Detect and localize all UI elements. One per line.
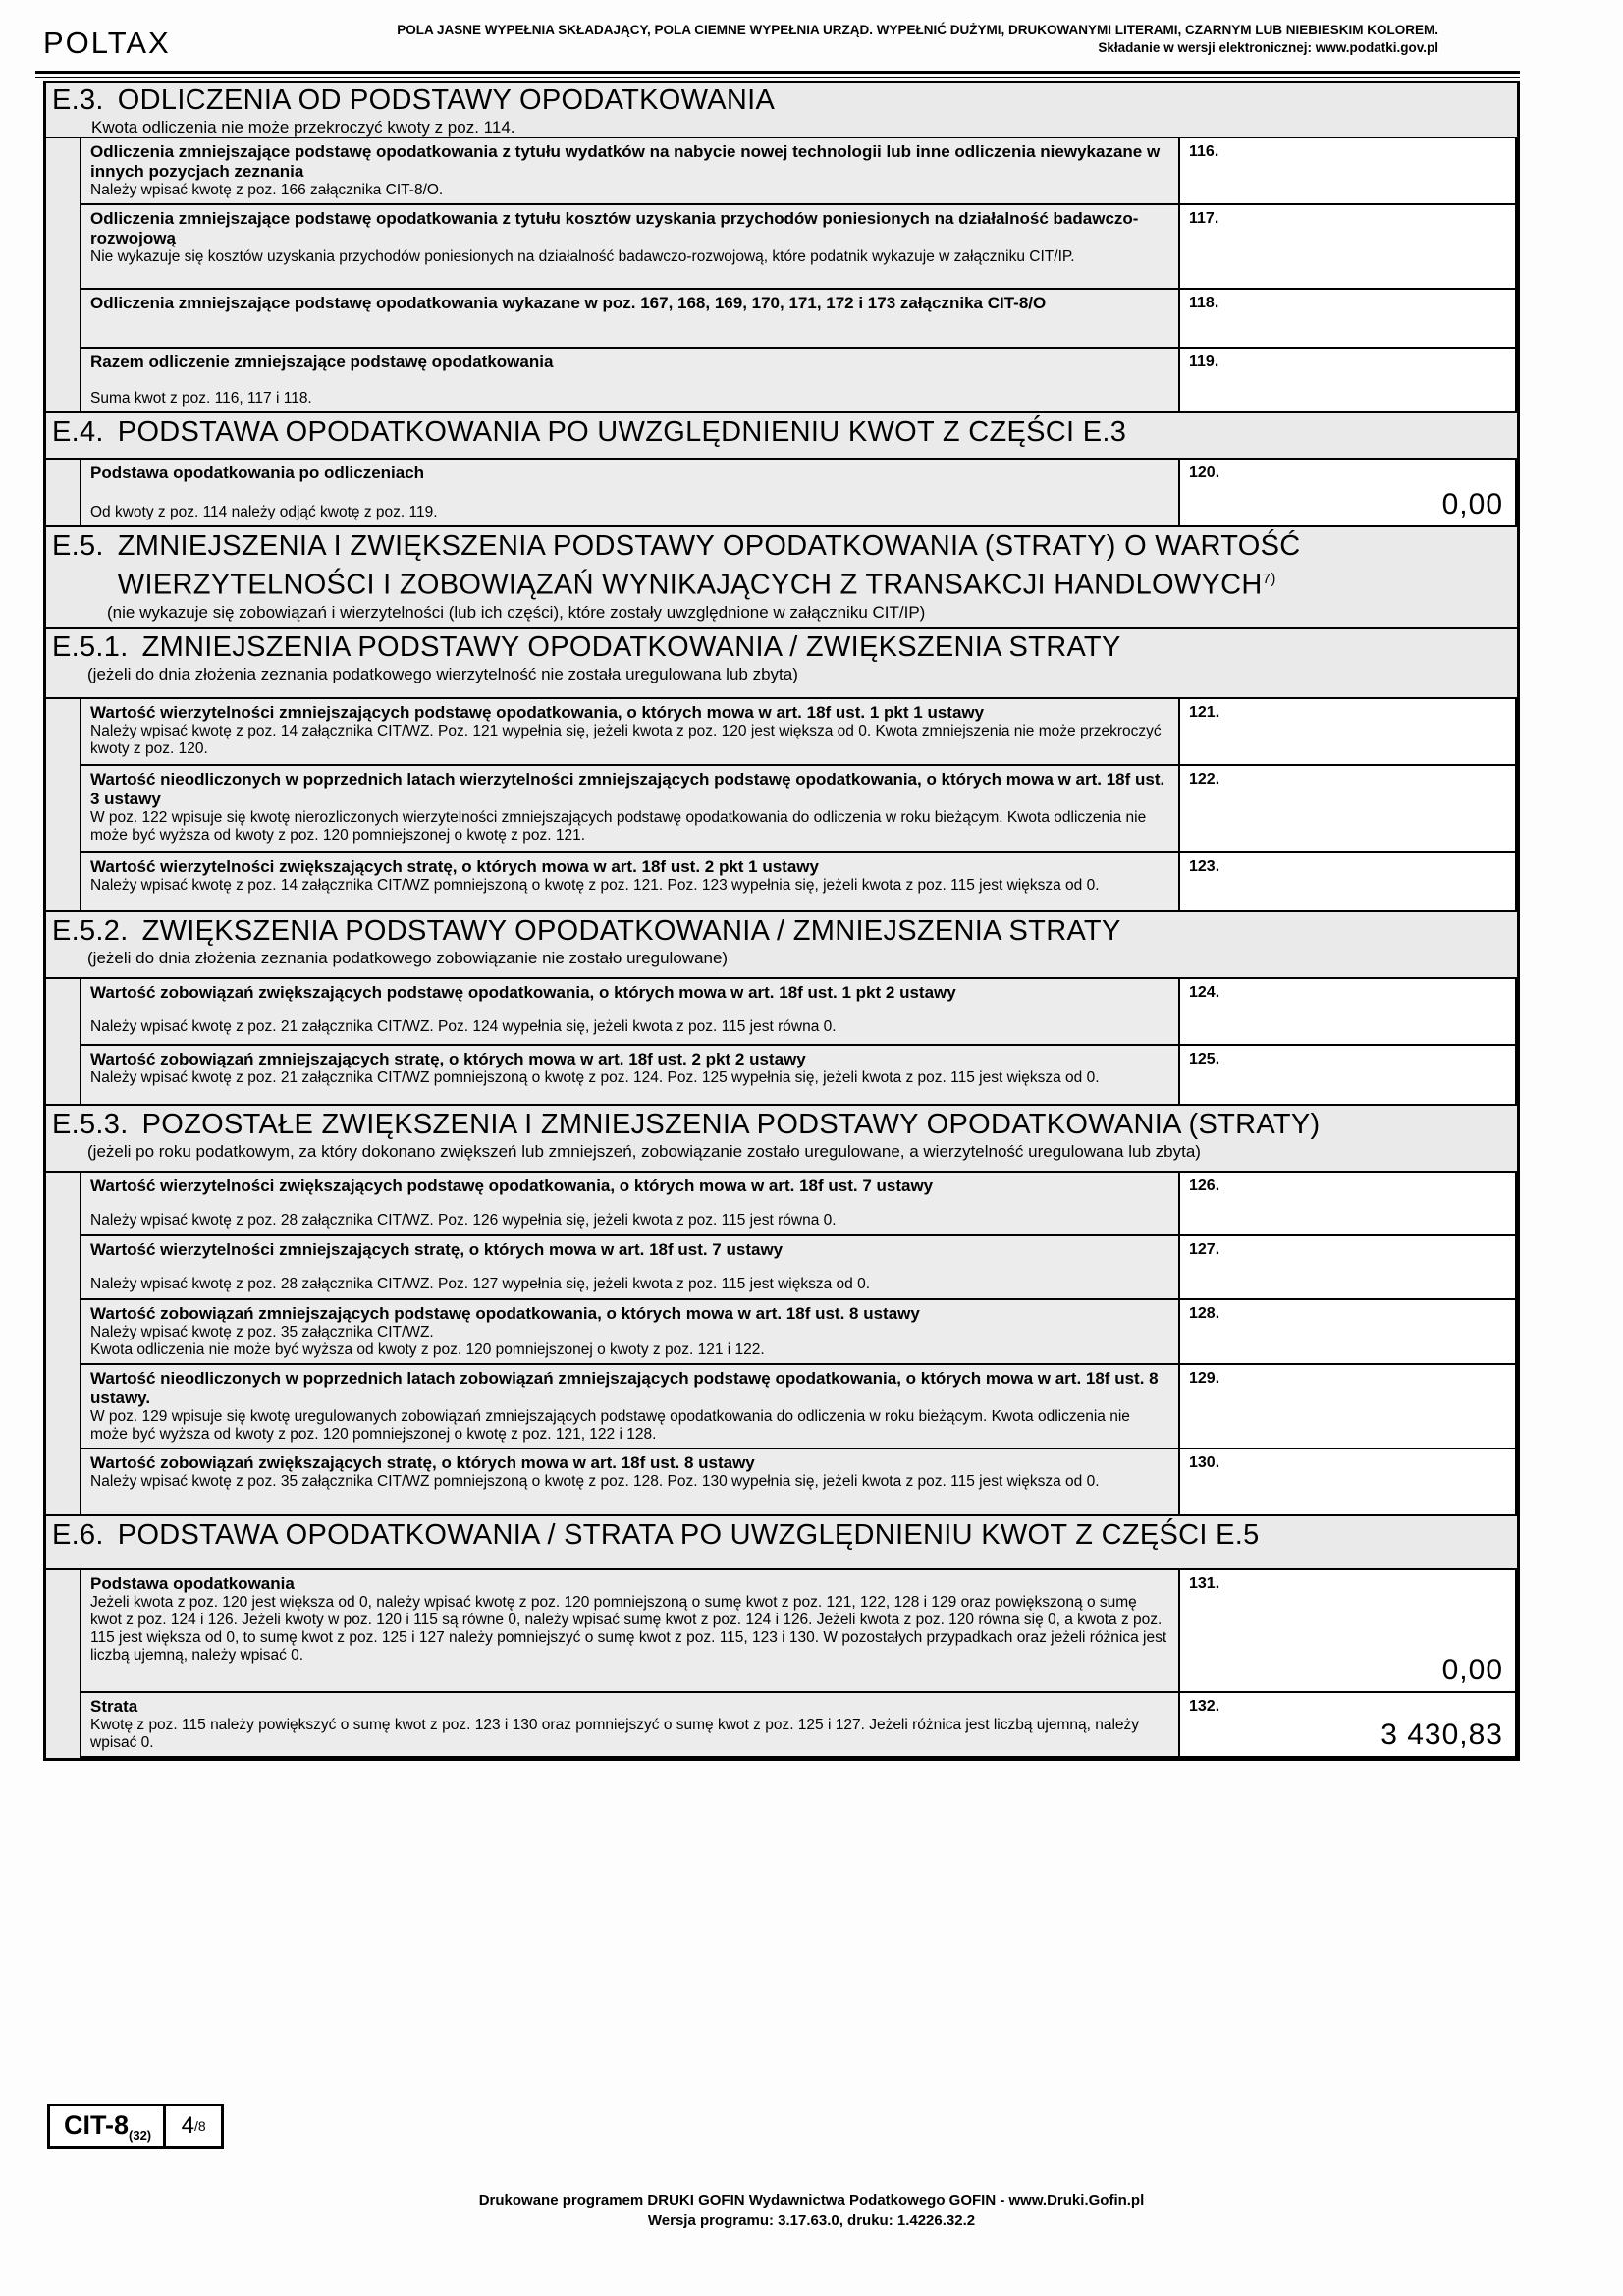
form-instructions <box>397 18 1438 57</box>
instruction-line-1: POLA JASNE WYPEŁNIA SKŁADAJĄCY, POLA CIEMNE WYPEŁNIA URZĄD. WYPEŁNIĆ DUŻYMI, DRUKOWANYMI LITERAMI, CZARNYM LUB NIEBIESKIM KOLOREM. <box>397 23 1438 37</box>
form-row-126 <box>80 1171 1517 1236</box>
row-121-number: 121. <box>1189 704 1220 721</box>
row-126-number: 126. <box>1189 1177 1220 1194</box>
row-119-desc: Suma kwot z poz. 116, 117 i 118. <box>90 390 312 407</box>
form-row-118 <box>80 288 1517 349</box>
section-e52-title <box>52 914 1509 948</box>
print-footer-line-1: Drukowane programem DRUKI GOFIN Wydawnictwa Podatkowego GOFIN - www.Druki.Gofin.pl <box>478 2192 1145 2209</box>
row-124-desc: Należy wpisać kwotę z poz. 21 załącznika CIT/WZ. Poz. 124 wypełnia się, jeżeli kwota z poz. 115 jest równa 0. <box>90 1018 837 1035</box>
row-117-desc: Nie wykazuje się kosztów uzyskania przychodów poniesionych na działalność badawczo-rozwojową, które podatnik wykazuje w załączniku CIT/IP. <box>90 248 1075 265</box>
section-e52-header <box>46 910 1517 979</box>
row-132-label-cell <box>81 1693 1178 1756</box>
section-e52-subtitle: (jeżeli do dnia złożenia zeznania podatkowego zobowiązanie nie zostało uregulowane) <box>87 949 729 967</box>
row-117-title: Odliczenia zmniejszające podstawę opodatkowania z tytułu kosztów uzyskania przychodów poniesionych na działalność badawczo-rozwojową <box>90 209 1139 247</box>
row-121-title: Wartość wierzytelności zmniejszających podstawę opodatkowania, o których mowa w art. 18f ust. 1 pkt 1 ustawy <box>90 703 985 722</box>
row-130-desc: Należy wpisać kwotę z poz. 35 załącznika CIT/WZ pomniejszoną o kwotę z poz. 128. Poz. 130 wypełnia się, jeżeli kwota z poz. 115 jest większa od 0. <box>90 1473 1100 1490</box>
row-123-number: 123. <box>1189 858 1220 875</box>
section-e4-title-text: PODSTAWA OPODATKOWANIA PO UWZGLĘDNIENIU KWOT Z CZĘŚCI E.3 <box>117 416 1127 448</box>
row-129-label-cell <box>81 1365 1178 1448</box>
section-e6-title <box>52 1518 1509 1552</box>
form-row-122 <box>80 764 1517 853</box>
row-122-value-box <box>1178 766 1515 851</box>
section-e5-subtitle: (nie wykazuje się zobowiązań i wierzytelności (lub ich części), które zostały uwzględnione w załączniku CIT/IP) <box>107 602 926 622</box>
row-119-label-cell <box>81 349 1178 411</box>
row-117-value-box <box>1178 205 1515 288</box>
row-125-number: 125. <box>1189 1051 1220 1067</box>
row-125-desc: Należy wpisać kwotę z poz. 21 załącznika CIT/WZ pomniejszoną o kwotę z poz. 124. Poz. 125 wypełnia się, jeżeli kwota z poz. 115 jest większa od 0. <box>90 1069 1100 1086</box>
form-row-117 <box>80 203 1517 290</box>
row-129-value-box <box>1178 1365 1515 1448</box>
section-e4-header <box>46 411 1517 460</box>
row-132-desc: Kwotę z poz. 115 należy powiększyć o sumę kwot z poz. 123 i 130 oraz pomniejszyć o sumę kwot z poz. 125 i 127. Jeżeli różnica jest liczbą ujemną, należy wpisać 0. <box>90 1717 1140 1751</box>
row-120-desc: Od kwoty z poz. 114 należy odjąć kwotę z poz. 119. <box>90 504 438 520</box>
row-126-title: Wartość wierzytelności zwiększających podstawę opodatkowania, o których mowa w art. 18f ust. 7 ustawy <box>90 1176 934 1195</box>
row-116-number: 116. <box>1189 143 1219 160</box>
row-119-number: 119. <box>1189 354 1219 370</box>
row-125-label-cell <box>81 1046 1178 1104</box>
form-code <box>50 2106 163 2146</box>
row-116-desc: Należy wpisać kwotę z poz. 166 załącznika CIT-8/O. <box>90 182 444 198</box>
row-125-value-box <box>1178 1046 1515 1104</box>
print-footer-line-2: Wersja programu: 3.17.63.0, druku: 1.4226.32.2 <box>647 2213 976 2229</box>
form-row-119 <box>80 347 1517 413</box>
row-132-value-box <box>1178 1693 1515 1756</box>
section-e52-id: E.5.2. <box>52 915 129 947</box>
page-indicator <box>163 2106 221 2146</box>
row-131-value-box <box>1178 1570 1515 1691</box>
section-e51-subtitle: (jeżeli do dnia złożenia zeznania podatkowego wierzytelność nie została uregulowana lub zbyta) <box>87 665 798 683</box>
row-127-title: Wartość wierzytelności zmniejszających stratę, o których mowa w art. 18f ust. 7 ustawy <box>90 1240 784 1259</box>
form-row-123 <box>80 851 1517 912</box>
form-code-box <box>47 2104 224 2149</box>
form-row-124 <box>80 977 1517 1046</box>
row-126-desc: Należy wpisać kwotę z poz. 28 załącznika CIT/WZ. Poz. 126 wypełnia się, jeżeli kwota z poz. 115 jest równa 0. <box>90 1212 837 1229</box>
row-129-title: Wartość nieodliczonych w poprzednich latach zobowiązań zmniejszających podstawę opodatkowania, o których mowa w art. 18f ust. 8 ustawy. <box>90 1369 1159 1407</box>
row-131-number: 131. <box>1189 1575 1220 1592</box>
row-118-value-box <box>1178 290 1515 347</box>
row-131-title: Podstawa opodatkowania <box>90 1574 295 1593</box>
row-128-desc-2: Kwota odliczenia nie może być wyższa od kwoty z poz. 120 pomniejszonej o kwoty z poz. 121 i 122. <box>90 1341 765 1358</box>
page-total: /8 <box>193 2118 206 2134</box>
row-124-number: 124. <box>1189 984 1220 1001</box>
header-divider-thin <box>35 77 1520 78</box>
form-row-128 <box>80 1298 1517 1365</box>
form-row-121 <box>80 697 1517 766</box>
section-e53-header <box>46 1104 1517 1173</box>
row-130-value-box <box>1178 1449 1515 1514</box>
row-130-label-cell <box>81 1449 1178 1514</box>
form-row-129 <box>80 1363 1517 1449</box>
form-row-132 <box>80 1691 1517 1758</box>
row-129-number: 129. <box>1189 1370 1220 1387</box>
row-120-label-cell <box>81 460 1178 525</box>
section-e6-title-text: PODSTAWA OPODATKOWANIA / STRATA PO UWZGLĘDNIENIU KWOT Z CZĘŚCI E.5 <box>117 1519 1260 1551</box>
section-e3-title-text: ODLICZENIA OD PODSTAWY OPODATKOWANIA <box>117 84 776 116</box>
form-row-127 <box>80 1234 1517 1300</box>
row-123-title: Wartość wierzytelności zwiększających stratę, o których mowa w art. 18f ust. 2 pkt 1 ustawy <box>90 857 819 876</box>
row-130-number: 130. <box>1189 1454 1220 1471</box>
print-footer <box>0 2190 1623 2231</box>
row-131-amount: 0,00 <box>1441 1654 1503 1686</box>
section-e3-header <box>46 82 1517 138</box>
section-e5-header <box>46 525 1517 629</box>
section-e51-header <box>46 627 1517 699</box>
form-body <box>43 81 1520 1761</box>
row-131-desc: Jeżeli kwota z poz. 120 jest większa od 0, należy wpisać kwotę z poz. 120 pomniejszoną o sumę kwot z poz. 121, 122, 128 i 129 oraz powiększoną o sumę kwot z poz. 124 i 126. Jeżeli kwoty w poz. 120 i 115 są równe 0, należy wpisać sumę kwot z poz. 124 i 126. Jeżeli kwota z poz. 120 równa się 0, a kwota z poz. 115 jest większa od 0, to sumę kwot z poz. 125 i 127 należy pomniejszyć o sumę kwot z poz. 115, 123 i 130. W pozostałych przypadkach oraz jeżeli różnica jest liczbą ujemną, należy wpisać 0. <box>90 1594 1167 1664</box>
row-123-value-box <box>1178 853 1515 910</box>
section-e3-title <box>52 83 1509 117</box>
row-124-label-cell <box>81 979 1178 1044</box>
row-120-amount: 0,00 <box>1441 488 1503 520</box>
form-code-text: CIT-8 <box>64 2110 130 2140</box>
section-e4-title <box>52 415 1509 449</box>
poltax-logo: POLTAX <box>43 26 171 60</box>
row-125-title: Wartość zobowiązań zmniejszających stratę, o których mowa w art. 18f ust. 2 pkt 2 ustawy <box>90 1050 806 1068</box>
row-124-value-box <box>1178 979 1515 1044</box>
instruction-line-2: Składanie w wersji elektronicznej: www.podatki.gov.pl <box>1098 40 1438 55</box>
row-126-value-box <box>1178 1173 1515 1234</box>
row-120-number: 120. <box>1189 465 1220 481</box>
row-116-value-box <box>1178 138 1515 203</box>
section-e53-title-text: POZOSTAŁE ZWIĘKSZENIA I ZMNIEJSZENIA PODSTAWY OPODATKOWANIA (STRATY) <box>141 1109 1321 1140</box>
form-row-131 <box>80 1568 1517 1693</box>
row-131-label-cell <box>81 1570 1178 1691</box>
row-121-label-cell <box>81 699 1178 764</box>
page-header <box>43 18 1438 61</box>
section-e52-title-text: ZWIĘKSZENIA PODSTAWY OPODATKOWANIA / ZMNIEJSZENIA STRATY <box>141 915 1121 947</box>
row-120-value-box <box>1178 460 1515 525</box>
row-122-number: 122. <box>1189 771 1220 788</box>
page-number: 4 <box>181 2112 194 2139</box>
row-132-title: Strata <box>90 1697 138 1716</box>
section-e53-title <box>52 1108 1509 1141</box>
section-e51-id: E.5.1. <box>52 631 129 663</box>
section-e5-id: E.5. <box>52 530 104 562</box>
row-122-title: Wartość nieodliczonych w poprzednich latach wierzytelności zmniejszających podstawę opodatkowania, o których mowa w art. 18f ust. 3 ustawy <box>90 770 1165 808</box>
row-128-value-box <box>1178 1300 1515 1363</box>
row-128-title: Wartość zobowiązań zmniejszających podstawę opodatkowania, o których mowa w art. 18f ust. 8 ustawy <box>90 1304 920 1323</box>
section-e5-footnote-ref: 7) <box>1262 571 1276 587</box>
row-118-number: 118. <box>1189 295 1219 311</box>
form-version: (32) <box>129 2128 152 2143</box>
row-127-label-cell <box>81 1236 1178 1298</box>
section-e3-id: E.3. <box>52 84 104 116</box>
section-e53-subtitle: (jeżeli po roku podatkowym, za który dokonano zwiększeń lub zmniejszeń, zobowiązanie zostało uregulowane, a wierzytelność uregulowana lub zbyta) <box>87 1142 1201 1161</box>
row-116-title: Odliczenia zmniejszające podstawę opodatkowania z tytułu wydatków na nabycie nowej technologii lub inne odliczenia niewykazane w innych pozycjach zeznania <box>90 142 1161 181</box>
row-119-value-box <box>1178 349 1515 411</box>
section-e53-id: E.5.3. <box>52 1109 129 1140</box>
row-129-desc: W poz. 129 wpisuje się kwotę uregulowanych zobowiązań zmniejszających podstawę opodatkowania do odliczenia w roku bieżącym. Kwota odliczenia nie może być wyższa od kwoty z poz. 120 pomniejszonej o kwotę z poz. 121, 122 i 128. <box>90 1408 1130 1443</box>
row-117-label-cell <box>81 205 1178 288</box>
header-divider-thick <box>35 71 1520 74</box>
row-124-title: Wartość zobowiązań zwiększających podstawę opodatkowania, o których mowa w art. 18f ust. 1 pkt 2 ustawy <box>90 983 956 1002</box>
section-e6-id: E.6. <box>52 1519 104 1551</box>
section-e3-subtitle: Kwota odliczenia nie może przekroczyć kwoty z poz. 114. <box>91 118 515 137</box>
row-121-desc: Należy wpisać kwotę z poz. 14 załącznika CIT/WZ. Poz. 121 wypełnia się, jeżeli kwota z poz. 120 jest większa od 0. Kwota zmniejszenia nie może przekroczyć kwoty z poz. 120. <box>90 723 1162 757</box>
row-123-label-cell <box>81 853 1178 910</box>
row-132-amount: 3 430,83 <box>1380 1719 1503 1751</box>
section-e51-title <box>52 630 1509 664</box>
section-e6-header <box>46 1514 1517 1570</box>
row-118-title: Odliczenia zmniejszające podstawę opodatkowania wykazane w poz. 167, 168, 169, 170, 171, 172 i 173 załącznika CIT-8/O <box>90 294 1047 312</box>
row-127-value-box <box>1178 1236 1515 1298</box>
section-e4-id: E.4. <box>52 416 104 448</box>
row-126-label-cell <box>81 1173 1178 1234</box>
row-122-desc: W poz. 122 wpisuje się kwotę nierozliczonych wierzytelności zmniejszających podstawę opodatkowania do odliczenia w roku bieżącym. Kwota odliczenia nie może być wyższa od kwoty z poz. 120 pomniejszonej o kwotę z poz. 121. <box>90 809 1147 844</box>
row-132-number: 132. <box>1189 1698 1220 1715</box>
section-e5-title-text: ZMNIEJSZENIA I ZWIĘKSZENIA PODSTAWY OPODATKOWANIA (STRATY) O WARTOŚĆ WIERZYTELNOŚCI I ZOBOWIĄZAŃ WYNIKAJĄCYCH Z TRANSAKCJI HANDLOWYCH <box>117 530 1301 601</box>
row-119-title: Razem odliczenie zmniejszające podstawę opodatkowania <box>90 353 554 371</box>
row-116-label-cell <box>81 138 1178 203</box>
form-row-120 <box>80 458 1517 527</box>
row-130-title: Wartość zobowiązań zwiększających stratę, o których mowa w art. 18f ust. 8 ustawy <box>90 1453 755 1472</box>
section-e51-title-text: ZMNIEJSZENIA PODSTAWY OPODATKOWANIA / ZWIĘKSZENIA STRATY <box>141 631 1121 663</box>
row-128-desc: Należy wpisać kwotę z poz. 35 załącznika CIT/WZ. <box>90 1324 434 1340</box>
row-120-title: Podstawa opodatkowania po odliczeniach <box>90 464 425 482</box>
row-118-label-cell <box>81 290 1178 347</box>
form-row-130 <box>80 1448 1517 1516</box>
row-128-number: 128. <box>1189 1305 1220 1322</box>
row-117-number: 117. <box>1189 210 1219 227</box>
row-127-number: 127. <box>1189 1241 1220 1258</box>
form-row-125 <box>80 1044 1517 1106</box>
row-128-label-cell <box>81 1300 1178 1363</box>
row-123-desc: Należy wpisać kwotę z poz. 14 załącznika CIT/WZ pomniejszoną o kwotę z poz. 121. Poz. 123 wypełnia się, jeżeli kwota z poz. 115 jest większa od 0. <box>90 877 1100 894</box>
row-127-desc: Należy wpisać kwotę z poz. 28 załącznika CIT/WZ. Poz. 127 wypełnia się, jeżeli kwota z poz. 115 jest większa od 0. <box>90 1276 871 1292</box>
row-122-label-cell <box>81 766 1178 851</box>
form-row-116 <box>80 137 1517 205</box>
section-e5-title <box>52 529 1509 602</box>
row-121-value-box <box>1178 699 1515 764</box>
